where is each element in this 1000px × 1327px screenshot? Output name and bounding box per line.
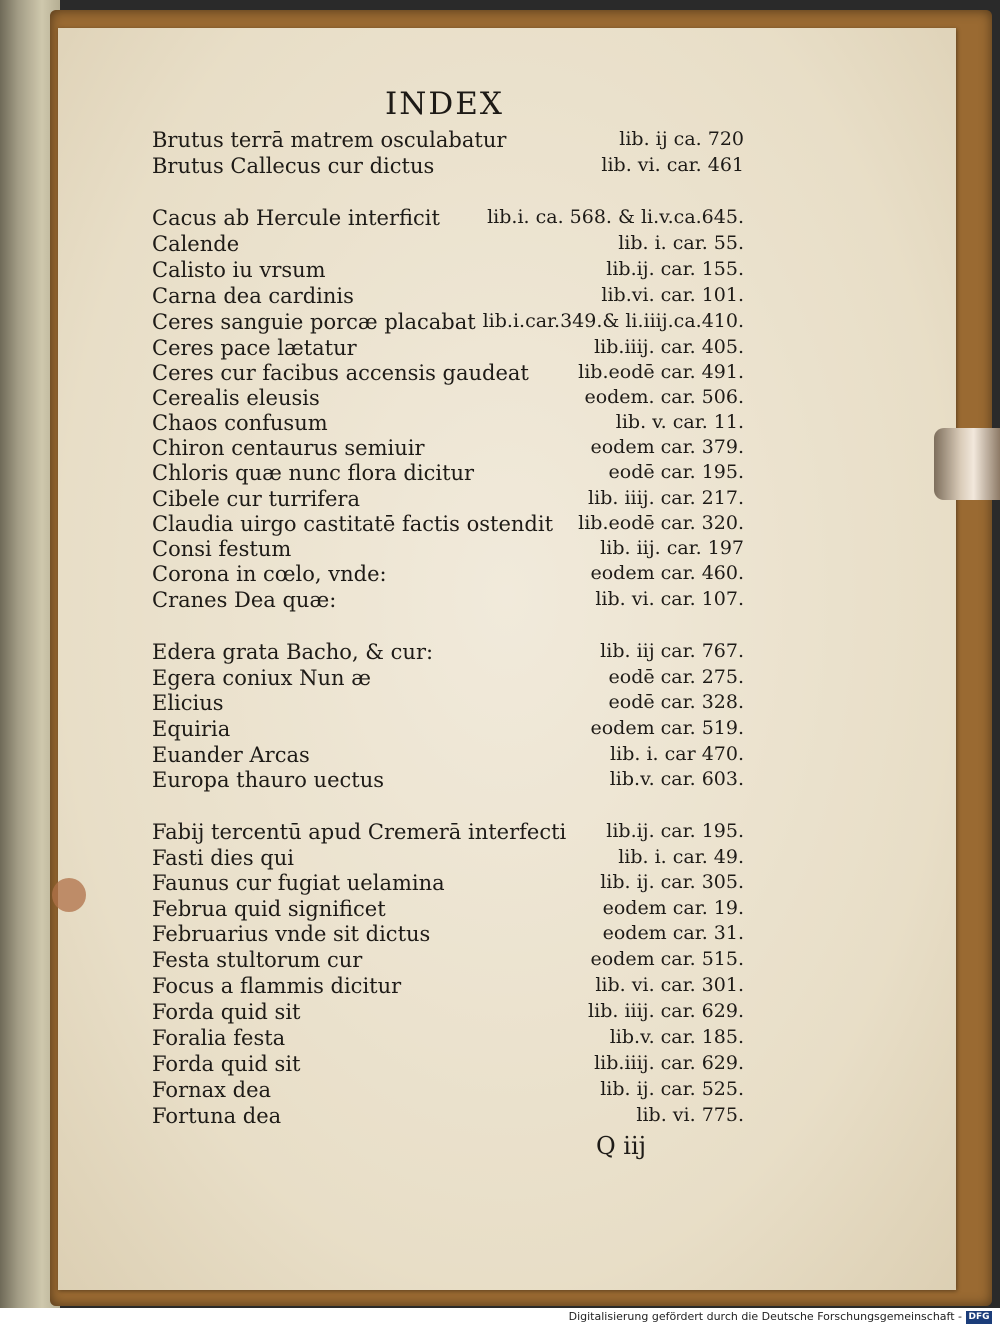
entry-term: Europa thauro uectus [152,768,384,792]
entry-term: Edera grata Bacho, & cur: [152,640,434,664]
entry-term: Faunus cur fugiat uelamina [152,871,445,895]
funding-credit: Digitalisierung gefördert durch die Deutsche Forschungsgemeinschaft - [568,1310,962,1323]
index-entry [152,820,752,846]
entry-term: Egera coniux Nun æ [152,666,371,690]
signature-mark: Q iij [596,1132,647,1160]
entry-reference: lib. vi. 775. [636,1104,744,1126]
entry-reference: eodē car. 328. [608,691,744,713]
index-entry [152,1078,752,1104]
entry-term: Forda quid sit [152,1000,301,1024]
entry-reference: lib.eodē car. 320. [578,512,744,534]
entry-term: Februa quid significet [152,897,386,921]
index-entry [152,461,752,487]
entry-term: Elicius [152,691,224,715]
index-entry [152,1104,752,1130]
entry-reference: lib. ij ca. 720 [619,128,744,150]
index-entry [152,258,752,284]
entry-reference: lib. iiij. car. 629. [588,1000,744,1022]
entry-reference: lib. vi. car. 461 [601,154,744,176]
entry-reference: lib. iij. car. 197 [600,537,744,559]
index-entry [152,922,752,948]
entry-term: Ceres pace lætatur [152,336,357,360]
entry-term: Cibele cur turrifera [152,487,360,511]
entry-term: Fasti dies qui [152,846,294,870]
entry-reference: lib. v. car. 11. [615,411,744,433]
entry-term: Fortuna dea [152,1104,282,1128]
index-entry [152,206,752,232]
entry-term: Brutus Callecus cur dictus [152,154,435,178]
entry-term: Chiron centaurus semiuir [152,436,425,460]
entry-reference: eodem car. 31. [602,922,744,944]
entry-term: Euander Arcas [152,743,310,767]
entry-reference: eodem car. 460. [590,562,744,584]
index-entry [152,1000,752,1026]
index-entry [152,512,752,538]
index-entry [152,691,752,717]
entry-reference: lib. i. car. 55. [618,232,744,254]
entry-reference: eodem car. 515. [590,948,744,970]
entry-term: Chloris quæ nunc flora dicitur [152,461,475,485]
index-entry [152,386,752,412]
index-entry [152,284,752,310]
entry-term: Ceres sanguie porcæ placabat [152,310,476,334]
entry-term: Claudia uirgo castitatē factis ostendit [152,512,554,536]
entry-reference: lib.iiij. car. 629. [594,1052,744,1074]
footer-bar [0,1308,1000,1327]
dfg-logo: DFG [966,1311,992,1324]
entry-reference: eodem car. 519. [590,717,744,739]
entry-reference: lib. i. car 470. [610,743,744,765]
entry-term: Brutus terrā matrem osculabatur [152,128,507,152]
entry-term: Cacus ab Hercule interficit [152,206,440,230]
entry-reference: lib.ij. car. 155. [606,258,744,280]
entry-term: Focus a flammis dicitur [152,974,402,998]
index-entry [152,310,752,336]
entry-reference: lib.eodē car. 491. [578,361,744,383]
index-entry [152,128,752,154]
index-entry [152,640,752,666]
index-entry [152,768,752,794]
entry-term: Calende [152,232,240,256]
entry-reference: lib.v. car. 185. [609,1026,744,1048]
entry-reference: lib. iiij. car. 217. [588,487,744,509]
entry-term: Februarius vnde sit dictus [152,922,431,946]
entry-term: Consi festum [152,537,292,561]
index-entry [152,487,752,513]
entry-term: Cranes Dea quæ: [152,588,337,612]
entry-reference: lib.iiij. car. 405. [594,336,744,358]
entry-reference: lib. i. car. 49. [618,846,744,868]
index-entry [152,436,752,462]
entry-term: Equiria [152,717,231,741]
index-entry [152,336,752,362]
index-entry [152,948,752,974]
entry-reference: lib.i. ca. 568. & li.v.ca.645. [487,206,744,228]
entry-reference: lib. vi. car. 301. [595,974,744,996]
entry-term: Corona in cœlo, vnde: [152,562,387,586]
entry-reference: lib. iij car. 767. [600,640,744,662]
entry-term: Fornax dea [152,1078,272,1102]
entry-term: Forda quid sit [152,1052,301,1076]
entry-term: Carna dea cardinis [152,284,354,308]
entry-term: Foralia festa [152,1026,286,1050]
entry-reference: lib.v. car. 603. [609,768,744,790]
index-entry [152,897,752,923]
entry-reference: lib. vi. car. 107. [595,588,744,610]
entry-term: Ceres cur facibus accensis gaudeat [152,361,529,385]
entry-term: Festa stultorum cur [152,948,363,972]
entry-reference: eodem. car. 506. [584,386,744,408]
index-entry [152,871,752,897]
index-entry [152,537,752,563]
entry-term: Calisto iu vrsum [152,258,326,282]
index-entry [152,411,752,437]
entry-reference: eodē car. 275. [608,666,744,688]
entry-reference: eodē car. 195. [608,461,744,483]
entry-reference: eodem car. 19. [602,897,744,919]
index-entry [152,588,752,614]
entry-reference: lib.ij. car. 195. [606,820,744,842]
entry-reference: lib. ij. car. 305. [600,871,744,893]
index-entry [152,562,752,588]
index-entry [152,1052,752,1078]
index-entry [152,154,752,180]
index-entry [152,666,752,692]
index-entry [152,743,752,769]
index-entry [152,232,752,258]
entry-reference: lib.i.car.349.& li.iiij.ca.410. [482,310,744,332]
entry-reference: eodem car. 379. [590,436,744,458]
index-entry [152,1026,752,1052]
index-entry [152,846,752,872]
entry-term: Chaos confusum [152,411,328,435]
index-entry [152,361,752,387]
index-heading: INDEX [385,86,504,122]
entry-reference: lib. ij. car. 525. [600,1078,744,1100]
index-entry [152,717,752,743]
entry-term: Fabij tercentū apud Cremerā interfecti [152,820,567,844]
index-entry [152,974,752,1000]
entry-term: Cerealis eleusis [152,386,320,410]
entry-reference: lib.vi. car. 101. [601,284,744,306]
